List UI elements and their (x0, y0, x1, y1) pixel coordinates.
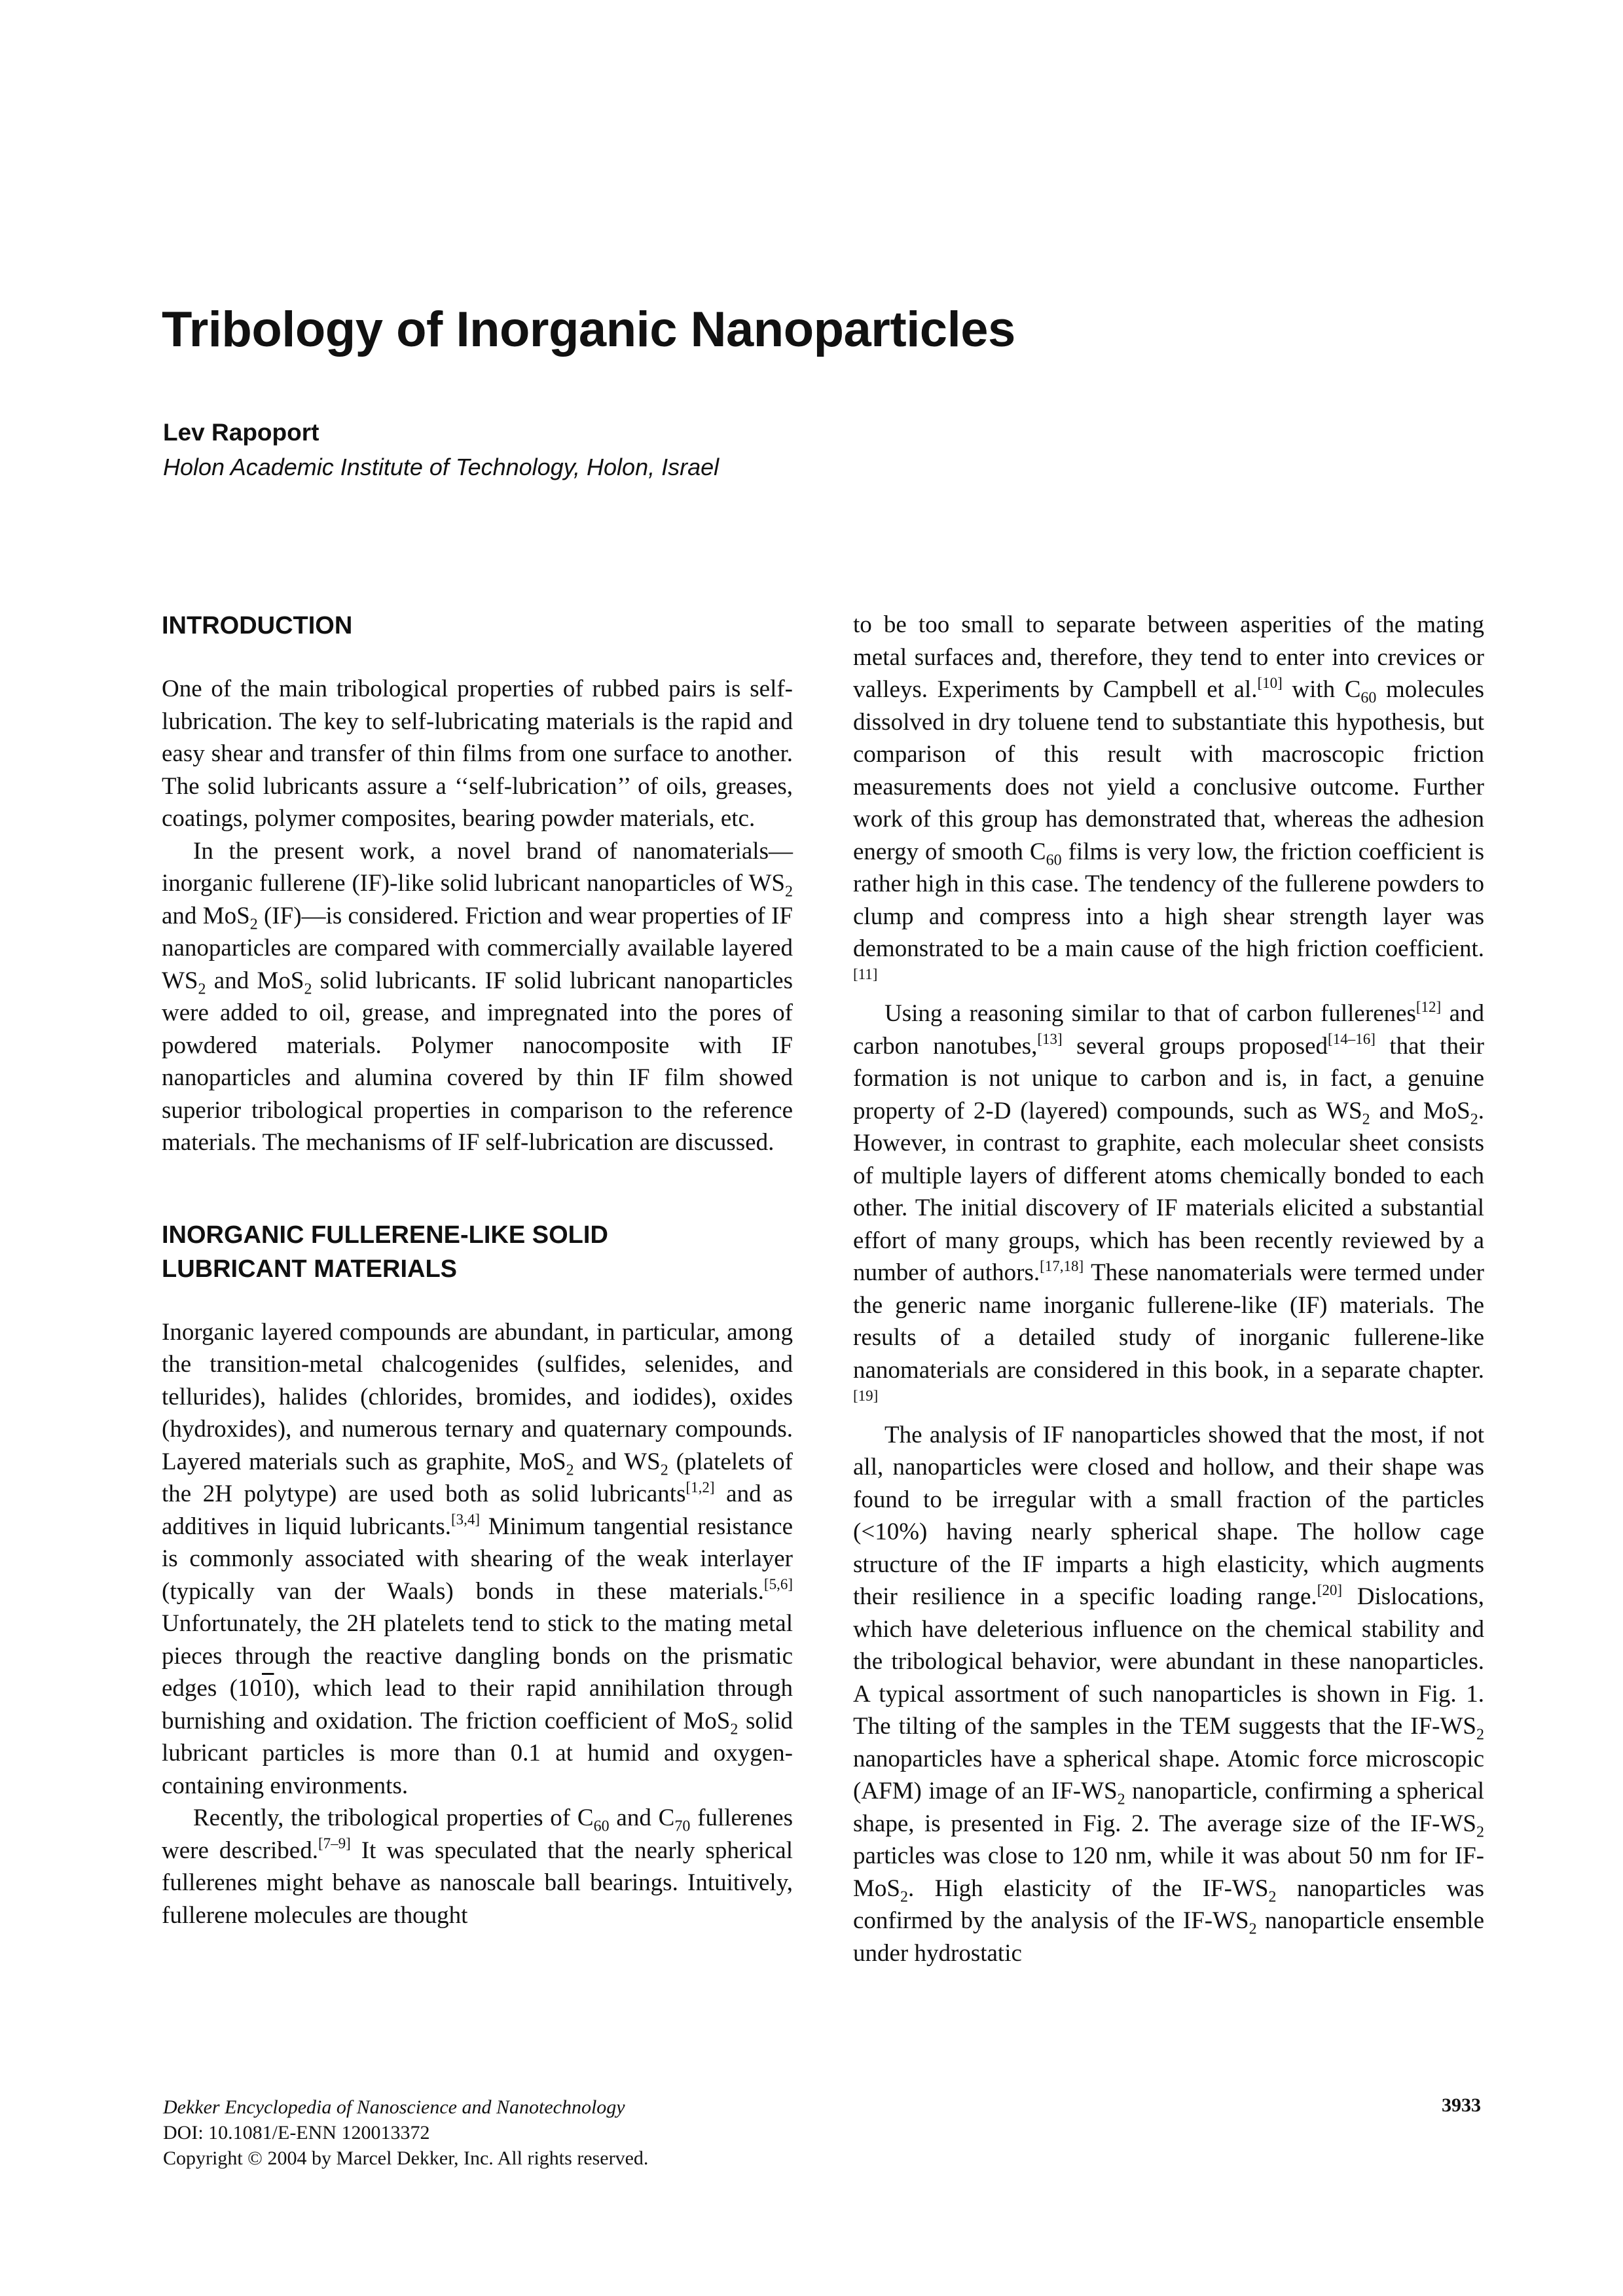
intro-paragraph-1: One of the main tribological properties of rubbed pairs is self-lubrication. The key to self-lubricating materials is the rapid and easy shear and transfer of thin films from one surface to another. The solid lubricants assure a ‘‘self-lubrication’’ of oils, greases, coatings, polymer composites, bearing powder materials, etc. (162, 675, 793, 832)
paper-title: Tribology of Inorganic Nanoparticles (162, 302, 1015, 357)
citation: [7–9] (318, 1835, 351, 1852)
right-column (853, 609, 1484, 1969)
copyright: Copyright © 2004 by Marcel Dekker, Inc. All rights reserved. (163, 2147, 649, 2169)
doi: DOI: 10.1081/E-ENN 120013372 (163, 2122, 430, 2144)
citation: [11] (853, 966, 878, 983)
right-paragraph-3: The analysis of IF nanoparticles showed that the most, if not all, nanoparticles were closed and hollow, and their shape was found to be irregular with a small fraction of the particles (<10%) having nearly spherical shape. The hollow cage structure of the IF imparts a high elasticity, which augments their resilience in a specific loading range.[20] Dislocations, which have deleterious influence on the chemical stability and the tribological behavior, were abundant in these nanoparticles. A typical assortment of such nanoparticles is shown in Fig. 1. The tilting of the samples in the TEM suggests that the $IF-WS_2$ nanoparticles have a spherical shape. Atomic force microscopic (AFM) image of an $IF-WS_2$ nanoparticle, confirming a spherical shape, is presented in Fig. 2. The average size of the $IF-WS_2$ particles was close to 120 nm, while it was about 50 nm for IF-MoS$_2$. High elasticity of the $IF-WS_2$ nanoparticles was confirmed by the analysis of the $IF-WS_2$ nanoparticle ensemble under hydrostatic (853, 1421, 1485, 1967)
journal-name: Dekker Encyclopedia of Nanoscience and Nanotechnology (163, 2096, 625, 2118)
intro-paragraph-2: In the present work, a novel brand of nanomaterials—inorganic fullerene (IF)-like solid lubricant nanoparticles of $WS_2$ and MoS$_2$ (IF)—is considered. Friction and wear properties of IF nanoparticles are compared with commercially available layered $WS_2$ and MoS$_2$ solid lubricants. IF solid lubricant nanoparticles were added to oil, grease, and impregnated into the pores of powdered materials. Polymer nanocomposite with IF nanoparticles and alumina covered by thin IF film showed superior tribological properties in comparison to the reference materials. The mechanisms of IF self-lubrication are discussed. (162, 837, 793, 1156)
citation: [5,6] (763, 1576, 793, 1593)
author-name: Lev Rapoport (163, 419, 319, 446)
if-paragraph-1: Inorganic layered compounds are abundant, in particular, among the transition-metal chalcogenides (sulfides, selenides, and tellurides), halides (chlorides, bromides, and iodides), oxides (hydroxides), and numerous ternary and quaternary compounds. Layered materials such as graphite, MoS$_2$ and $WS_2$ (platelets of the 2H polytype) are used both as solid lubricants[1,2] and as additives in liquid lubricants.[3,4] Minimum tangential resistance is commonly associated with shearing of the weak interlayer (typically van der Waals) bonds in these materials.[5,6] Unfortunately, the 2H platelets tend to stick to the mating metal pieces through the reactive dangling bonds on the prismatic edges (1010), which lead to their rapid annihilation through burnishing and oxidation. The friction coefficient of MoS$_2$ solid lubricant particles is more than 0.1 at humid and oxygen-containing environments. (162, 1318, 793, 1799)
citation: [20] (1317, 1581, 1343, 1598)
section-heading-introduction: INTRODUCTION (162, 612, 353, 639)
if-paragraph-2: Recently, the tribological properties of $C_{60}$ and $C_{70}$ fullerenes were described.[7–9] It was speculated that the nearly spherical fullerenes might behave as nanoscale ball bearings. Intuitively, fullerene molecules are thought (162, 1804, 793, 1929)
citation: [17,18] (1040, 1257, 1084, 1274)
page-number: 3933 (1442, 2094, 1481, 2116)
author-affiliation: Holon Academic Institute of Technology, Holon, Israel (163, 454, 720, 480)
citation: [13] (1037, 1031, 1063, 1048)
section-heading-line: LUBRICANT MATERIALS (162, 1255, 458, 1283)
page-footer (163, 2094, 648, 2171)
citation: [19] (853, 1387, 879, 1404)
citation: [3,4] (451, 1511, 481, 1528)
right-paragraph-1: to be too small to separate between asperities of the mating metal surfaces and, therefore, they tend to enter into crevices or valleys. Experiments by Campbell et al.[10] with $C_{60}$ molecules dissolved in dry toluene tend to substantiate this hypothesis, but comparison of this result with macroscopic friction measurements does not yield a conclusive outcome. Further work of this group has demonstrated that, whereas the adhesion energy of smooth $C_{60}$ films is very low, the friction coefficient is rather high in this case. The tendency of the fullerene powders to clump and compress into a high shear strength layer was demonstrated to be a main cause of the high friction coefficient.[11] (853, 611, 1485, 983)
section-heading-if-materials (162, 1218, 793, 1286)
citation: [12] (1415, 998, 1442, 1015)
left-column (162, 609, 793, 1931)
citation: [14–16] (1328, 1031, 1376, 1048)
right-paragraph-2: Using a reasoning similar to that of carbon fullerenes[12] and carbon nanotubes,[13] several groups proposed[14–16] that their formation is not unique to carbon and is, in fact, a genuine property of 2-D (layered) compounds, such as $WS_2$ and MoS$_2$. However, in contrast to graphite, each molecular sheet consists of multiple layers of different atoms chemically bonded to each other. The initial discovery of IF materials elicited a substantial effort of many groups, which has been recently reviewed by a number of authors.[17,18] These nanomaterials were termed under the generic name inorganic fullerene-like (IF) materials. The results of a detailed study of inorganic fullerene-like nanomaterials are considered in this book, in a separate chapter.[19] (853, 998, 1484, 1404)
section-heading-line: INORGANIC FULLERENE-LIKE SOLID (162, 1221, 608, 1249)
citation: [10] (1257, 674, 1283, 691)
citation: [1,2] (685, 1479, 715, 1496)
